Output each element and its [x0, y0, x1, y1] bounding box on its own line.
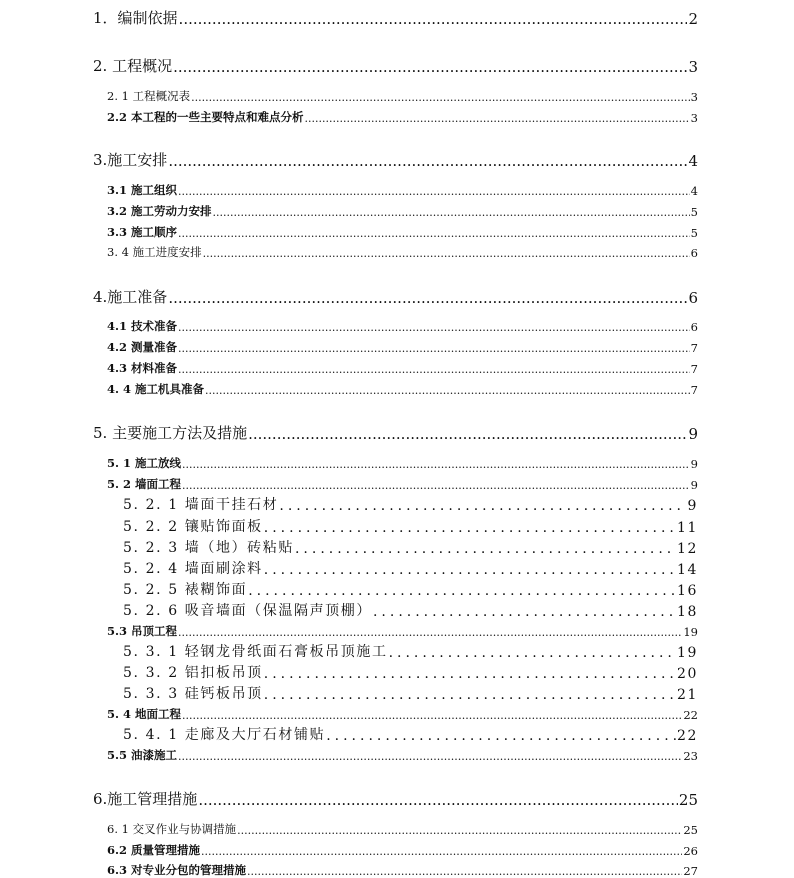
- toc-entry-page: 23: [683, 749, 698, 763]
- toc-entry-label: 3. 4 施工进度安排: [107, 245, 202, 259]
- toc-entry-label: 4.3 材料准备: [107, 361, 178, 375]
- toc-entry-label: 5. 主要施工方法及措施: [93, 424, 248, 442]
- toc-entry-page: 12: [676, 541, 698, 557]
- toc-entry-label: 5. 4 地面工程: [107, 707, 182, 721]
- toc-entry-label: 4.施工准备: [93, 288, 168, 306]
- toc-entry[interactable]: [107, 88, 698, 104]
- toc-entry-page: 6: [688, 289, 698, 307]
- toc-entry-page: 9: [688, 425, 698, 443]
- dot-leader: [178, 185, 690, 198]
- toc-entry-label: 4. 4 施工机具准备: [107, 382, 205, 396]
- toc-entry-page: 9: [690, 457, 698, 471]
- dot-leader: [205, 384, 690, 397]
- dot-leader: [248, 425, 687, 443]
- toc-entry-label: 2. 工程概况: [93, 57, 173, 75]
- dot-leader: [178, 750, 682, 763]
- toc-entry-page: 19: [683, 625, 698, 639]
- toc-entry-label: 6. 1 交叉作业与协调措施: [107, 822, 237, 836]
- toc-entry[interactable]: [123, 664, 698, 682]
- toc-entry-label: 5. 3. 1 轻钢龙骨纸面石膏板吊顶施工: [123, 644, 388, 660]
- toc-entry-page: 5: [690, 205, 698, 219]
- toc-entry[interactable]: [107, 706, 698, 722]
- toc-entry-label: 6.3 对专业分包的管理措施: [107, 863, 247, 877]
- toc-entry[interactable]: [107, 203, 698, 219]
- toc-entry-page: 22: [676, 728, 698, 744]
- dot-leader: [178, 363, 690, 376]
- dot-leader: [203, 247, 690, 260]
- toc-entry-page: 20: [676, 666, 698, 682]
- dot-leader: [264, 562, 676, 578]
- toc-entry[interactable]: [93, 8, 698, 28]
- toc-entry[interactable]: [107, 747, 698, 763]
- dot-leader: [201, 845, 682, 858]
- toc-entry-label: 5.3 吊顶工程: [107, 624, 178, 638]
- toc-entry-page: 27: [683, 864, 698, 878]
- toc-entry[interactable]: [107, 318, 698, 334]
- toc-entry[interactable]: [93, 423, 698, 443]
- toc-entry[interactable]: [123, 602, 698, 620]
- toc-entry-label: 3.2 施工劳动力安排: [107, 204, 212, 218]
- toc-entry-label: 5. 1 施工放线: [107, 456, 182, 470]
- toc-entry-label: 2.2 本工程的一些主要特点和难点分析: [107, 110, 304, 124]
- toc-entry[interactable]: [107, 109, 698, 125]
- toc-entry-label: 5. 2. 6 吸音墙面（保温隔声顶棚）: [123, 603, 372, 619]
- toc-entry[interactable]: [107, 381, 698, 397]
- dot-leader: [198, 791, 678, 809]
- dot-leader: [178, 342, 690, 355]
- dot-leader: [237, 824, 682, 837]
- toc-entry-label: 5. 2 墙面工程: [107, 477, 182, 491]
- toc-entry-label: 5. 2. 3 墙（地）砖粘贴: [123, 540, 294, 556]
- toc-entry-page: 3: [690, 111, 698, 125]
- toc-entry[interactable]: [107, 339, 698, 355]
- toc-entry[interactable]: [93, 56, 698, 76]
- toc-entry-page: 26: [683, 844, 698, 858]
- toc-entry-page: 18: [676, 604, 698, 620]
- dot-leader: [182, 709, 682, 722]
- toc-entry[interactable]: [93, 150, 698, 170]
- toc-entry-page: 6: [690, 320, 698, 334]
- toc-entry-page: 7: [690, 383, 698, 397]
- toc-entry-label: 5. 3. 3 硅钙板吊顶: [123, 686, 263, 702]
- dot-leader: [264, 520, 676, 536]
- dot-leader: [295, 541, 676, 557]
- toc-entry-label: 5. 2. 4 墙面刷涂料: [123, 561, 263, 577]
- dot-leader: [305, 112, 690, 125]
- toc-entry-label: 5. 2. 2 镶贴饰面板: [123, 519, 263, 535]
- toc-entry-label: 1．编制依据: [93, 9, 178, 27]
- toc-entry-page: 6: [690, 246, 698, 260]
- toc-entry-label: 3.施工安排: [93, 151, 168, 169]
- toc-entry-page: 4: [690, 184, 698, 198]
- toc-entry[interactable]: [93, 287, 698, 307]
- toc-entry[interactable]: [123, 726, 698, 744]
- toc-entry[interactable]: [107, 821, 698, 837]
- toc-entry[interactable]: [93, 789, 698, 809]
- toc-entry-label: 5. 3. 2 铝扣板吊顶: [123, 665, 263, 681]
- toc-entry[interactable]: [123, 539, 698, 557]
- toc-entry-page: 25: [678, 791, 698, 809]
- toc-entry-page: 7: [690, 341, 698, 355]
- dot-leader: [191, 91, 690, 104]
- dot-leader: [178, 227, 690, 240]
- toc-entry-page: 16: [676, 583, 698, 599]
- dot-leader: [248, 583, 676, 599]
- toc-entry-page: 21: [676, 687, 698, 703]
- toc-entry-page: 25: [683, 823, 698, 837]
- toc-entry[interactable]: [107, 360, 698, 376]
- dot-leader: [179, 10, 688, 28]
- toc-entry-label: 5. 2. 1 墙面干挂石材: [123, 497, 279, 513]
- toc-entry-page: 22: [683, 708, 698, 722]
- dot-leader: [178, 321, 690, 334]
- toc-entry-page: 4: [688, 152, 698, 170]
- toc-entry-label: 3.3 施工顺序: [107, 225, 178, 239]
- toc-entry[interactable]: [123, 685, 698, 703]
- toc-entry-page: 5: [690, 226, 698, 240]
- toc-entry[interactable]: [123, 496, 698, 514]
- dot-leader: [279, 498, 686, 514]
- dot-leader: [168, 152, 687, 170]
- toc-entry-page: 2: [688, 10, 698, 28]
- toc-entry[interactable]: [123, 581, 698, 599]
- toc-entry-label: 6.施工管理措施: [93, 790, 198, 808]
- toc-entry[interactable]: [107, 862, 698, 878]
- toc-entry[interactable]: [123, 518, 698, 536]
- dot-leader: [182, 458, 690, 471]
- toc-entry-page: 3: [688, 58, 698, 76]
- toc-entry-label: 2. 1 工程概况表: [107, 89, 191, 103]
- dot-leader: [326, 728, 676, 744]
- toc-entry-page: 9: [690, 478, 698, 492]
- toc-entry[interactable]: [107, 224, 698, 240]
- toc-entry-label: 4.2 测量准备: [107, 340, 178, 354]
- toc-entry-label: 5. 4. 1 走廊及大厅石材铺贴: [123, 727, 326, 743]
- toc-entry-page: 3: [690, 90, 698, 104]
- dot-leader: [264, 666, 676, 682]
- dot-leader: [182, 479, 690, 492]
- dot-leader: [247, 865, 682, 878]
- toc-entry[interactable]: [107, 455, 698, 471]
- toc-entry-label: 6.2 质量管理措施: [107, 843, 201, 857]
- toc-entry-page: 11: [676, 520, 698, 536]
- toc-entry[interactable]: [107, 182, 698, 198]
- dot-leader: [373, 604, 676, 620]
- dot-leader: [213, 206, 690, 219]
- toc-entry-page: 9: [687, 498, 698, 514]
- toc-entry[interactable]: [107, 476, 698, 492]
- toc-entry-page: 14: [676, 562, 698, 578]
- toc-entry[interactable]: [123, 560, 698, 578]
- toc-entry-label: 4.1 技术准备: [107, 319, 178, 333]
- toc-entry-label: 3.1 施工组织: [107, 183, 178, 197]
- dot-leader: [168, 289, 687, 307]
- dot-leader: [264, 687, 676, 703]
- toc-entry[interactable]: [107, 244, 698, 260]
- dot-leader: [173, 58, 687, 76]
- toc-entry-page: 19: [676, 645, 698, 661]
- toc-entry[interactable]: [123, 643, 698, 661]
- toc-entry-label: 5. 2. 5 裱糊饰面: [123, 582, 248, 598]
- toc-entry-label: 5.5 油漆施工: [107, 748, 178, 762]
- dot-leader: [178, 626, 682, 639]
- toc-entry[interactable]: [107, 623, 698, 639]
- toc-entry-page: 7: [690, 362, 698, 376]
- dot-leader: [389, 645, 676, 661]
- toc-entry[interactable]: [107, 842, 698, 858]
